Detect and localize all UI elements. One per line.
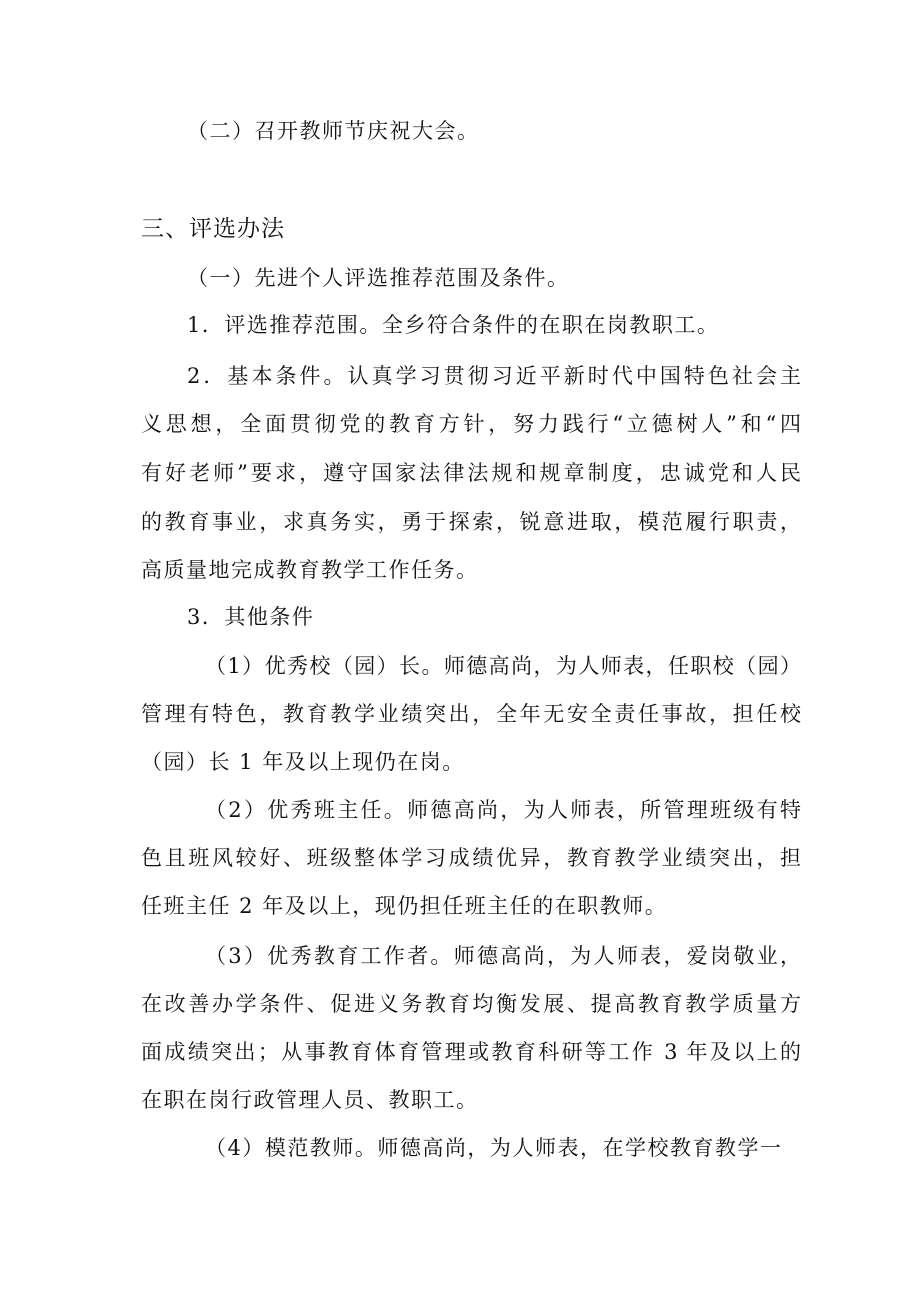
section-two-item-two: （二）召开教师节庆祝大会。	[187, 119, 480, 143]
condition-4-line-1: （4）模范教师。师德高尚，为人师表，在学校教育教学一	[205, 1136, 781, 1160]
condition-1-line-3: （园）长 1 年及以上现仍在岗。	[141, 750, 465, 774]
section-three-heading: 三、评选办法	[141, 216, 285, 242]
condition-3-line-4: 在职在岗行政管理人员、教职工。	[141, 1088, 479, 1112]
item-2-line-1: 2．基本条件。认真学习贯彻习近平新时代中国特色社会主	[187, 364, 801, 388]
item-1-scope: 1．评选推荐范围。全乡符合条件的在职在岗教职工。	[187, 313, 720, 337]
item-3-title: 3．其他条件	[187, 605, 315, 629]
item-2-line-5: 高质量地完成教育教学工作任务。	[141, 558, 479, 582]
condition-3-line-1: （3）优秀教育工作者。师德高尚，为人师表，爱岗敬业，	[205, 944, 801, 968]
subsection-one-title: （一）先进个人评选推荐范围及条件。	[187, 266, 570, 290]
condition-2-line-1: （2）优秀班主任。师德高尚，为人师表，所管理班级有特	[205, 798, 801, 822]
item-2-line-4: 的教育事业，求真务实，勇于探索，锐意进取，模范履行职责，	[141, 510, 801, 534]
condition-3-line-2: 在改善办学条件、促进义务教育均衡发展、提高教育教学质量方	[141, 992, 801, 1016]
condition-2-line-2: 色且班风较好、班级整体学习成绩优异，教育教学业绩突出，担	[141, 846, 801, 870]
item-2-line-3: 有好老师”要求，遵守国家法律法规和规章制度，忠诚党和人民	[141, 461, 801, 485]
condition-1-line-1: （1）优秀校（园）长。师德高尚，为人师表，任职校（园）	[205, 654, 801, 678]
condition-1-line-2: 管理有特色，教育教学业绩突出，全年无安全责任事故，担任校	[141, 702, 801, 726]
item-2-line-2: 义思想，全面贯彻党的教育方针，努力践行“立德树人”和“四	[141, 412, 801, 436]
condition-2-line-3: 任班主任 2 年及以上，现仍担任班主任的在职教师。	[141, 894, 668, 918]
condition-3-line-3: 面成绩突出；从事教育体育管理或教育科研等工作 3 年及以上的	[141, 1040, 801, 1064]
